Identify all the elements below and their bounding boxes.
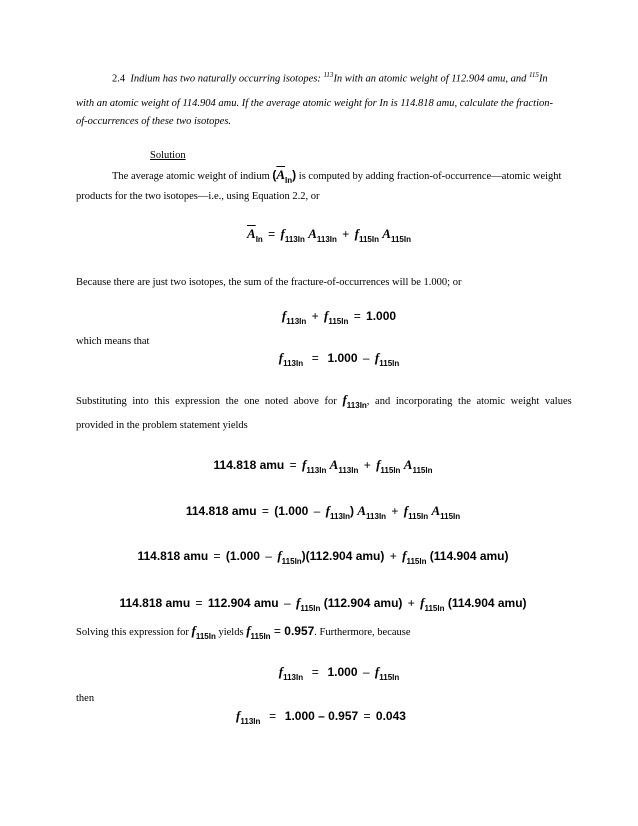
text-span: The average atomic weight of indium bbox=[112, 171, 270, 182]
inline-f113-symbol: $f_{113In}$ bbox=[342, 392, 367, 410]
equation-step-4: 114.818 amu = 112.904 amu – $f_{115In}$ (112.904 $amu) + f_{115In}$ (114.904 amu) bbox=[119, 595, 527, 613]
equation-step-2: 114.818 amu = $(1.000 - f_{113In})$ $A_{113In} + f_{115In}$ $A_{115In}$ bbox=[185, 503, 461, 521]
problem-text: Indium has two naturally occurring isotopes: bbox=[130, 73, 324, 85]
equation-sum: $f_{113In} + f_{115In} = 1.000$ bbox=[281, 308, 397, 326]
paragraph-average-weight-line2: products for the two isotopes—i.e., using Equation 2.2, or bbox=[76, 191, 320, 202]
equation-step-3: 114.818 amu = $(1.000 - f_{115In})(112.904$ $amu) + f_{115In}$ (114.904 amu) bbox=[137, 548, 509, 566]
paragraph-then: then bbox=[76, 693, 95, 704]
paragraph-solving bbox=[76, 624, 411, 644]
paragraph-substituting-line2: provided in the problem statement yields bbox=[76, 420, 248, 431]
text-span: , and incorporating the atomic weight values bbox=[366, 396, 572, 407]
problem-line-3: of-occurrences of these two isotopes. bbox=[76, 116, 232, 127]
solution-heading: Solution bbox=[150, 150, 186, 161]
paragraph-average-weight bbox=[112, 168, 561, 188]
equation-average-weight: $\overline{A}_{In} = f_{113In}$ $A_{113In} + f_{115In}$ $A_{115In}$ bbox=[247, 226, 411, 244]
inline-f115-symbol: $f_{115In}$ bbox=[191, 623, 216, 641]
problem-number: 2.4 bbox=[112, 73, 126, 85]
text-span: Substituting into this expression the one noted above for bbox=[76, 396, 337, 407]
inline-avg-symbol: $(\overline{A}_{In})$ bbox=[272, 167, 297, 185]
problem-line-1 bbox=[112, 68, 572, 87]
equation-f113: $f_{113In} = 1.000 - f_{115In}$ bbox=[278, 350, 400, 368]
problem-text: In with an atomic weight of 112.904 amu, and bbox=[333, 73, 529, 85]
problem-text: In bbox=[538, 73, 548, 85]
text-span: yields bbox=[218, 627, 244, 638]
isotope-115-superscript: 115 bbox=[528, 71, 539, 79]
paragraph-which-means: which means that bbox=[76, 336, 150, 347]
equation-f113-repeat: $f_{113In} = 1.000 - f_{115In}$ bbox=[278, 664, 400, 682]
paragraph-substituting bbox=[76, 393, 572, 413]
equation-final-result: $f_{113In} = 1.000 - 0.957 = 0.043$ bbox=[236, 708, 406, 726]
inline-f115-result: $f_{115In} = 0.957$ bbox=[246, 623, 315, 641]
paragraph-sum: Because there are just two isotopes, the sum of the fracture-of-occurrences will be 1.000; or bbox=[76, 277, 462, 288]
problem-line-2: with an atomic weight of 114.904 amu. If the average atomic weight for In is 114.818 amu, calculate the fraction- bbox=[76, 98, 554, 109]
text-span: is computed by adding fraction-of-occurrence—atomic weight bbox=[298, 171, 562, 182]
text-span: . Furthermore, because bbox=[314, 627, 411, 638]
isotope-113-superscript: 113 bbox=[323, 71, 334, 79]
text-span: Solving this expression for bbox=[76, 627, 189, 638]
equation-step-1: 114.818 amu = $f_{113In}$ $A_{113In} + f_{115In}$ $A_{115In}$ bbox=[213, 457, 433, 475]
